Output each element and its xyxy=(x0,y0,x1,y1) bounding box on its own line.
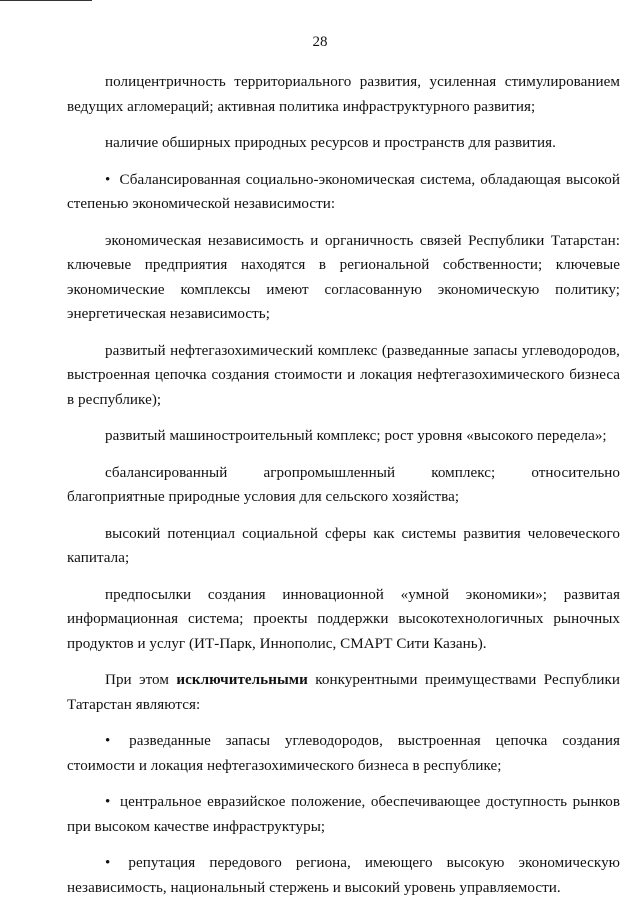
paragraph-text: полицентричность территориального развития, усиленная стимулированием ведущих агломераций; активная политика инфраструктурного развития; xyxy=(67,74,620,115)
paragraph-economic-independence xyxy=(67,229,620,327)
paragraph-text: центральное евразийское положение, обеспечивающее доступность рынков при высоком качестве инфраструктуры; xyxy=(67,794,620,835)
paragraph-text-before: При этом xyxy=(105,672,169,688)
bullet-eurasian-position xyxy=(67,790,620,839)
document-body xyxy=(67,70,620,912)
paragraph-text: экономическая независимость и органичность связей Республики Татарстан: ключевые предприятия находятся в региональной собственности; ключевые экономические комплексы имеют согласованную экономическую политику; энергетическая независимость; xyxy=(67,232,620,322)
bullet-hydrocarbon-reserves xyxy=(67,729,620,778)
paragraph-text: Сбалансированная социально-экономическая система, обладающая высокой степенью экономической независимости: xyxy=(67,171,621,212)
bullet-mark: • xyxy=(105,171,111,188)
paragraph-petrochemical-complex xyxy=(67,339,620,413)
bullet-mark: • xyxy=(105,733,111,749)
bold-keyword: исключительными xyxy=(176,672,308,688)
paragraph-text: разведанные запасы углеводородов, выстроенная цепочка создания стоимости и локация нефтегазохимического бизнеса в республике; xyxy=(67,733,621,774)
bullet-balanced-system xyxy=(67,168,620,217)
paragraph-machine-building xyxy=(67,424,620,449)
paragraph-text: развитый машиностроительный комплекс; рост уровня «высокого передела»; xyxy=(105,428,607,444)
paragraph-exclusive-advantages xyxy=(67,668,620,717)
paragraph-text: репутация передового региона, имеющего высокую экономическую независимость, национальный стержень и высокий уровень управляемости. xyxy=(67,855,620,896)
page-number: 28 xyxy=(312,34,328,50)
bullet-mark: • xyxy=(105,855,111,871)
paragraph-text: развитый нефтегазохимический комплекс (разведанные запасы углеводородов, выстроенная цепочка создания стоимости и локация нефтегазохимического бизнеса в республике); xyxy=(67,342,620,408)
bullet-region-reputation xyxy=(67,851,620,900)
paragraph-text: наличие обширных природных ресурсов и пространств для развития. xyxy=(105,135,556,151)
paragraph-social-sphere xyxy=(67,522,620,571)
paragraph-text-after: конкурентными преимуществами Республики Татарстан являются: xyxy=(67,672,621,713)
paragraph-text: сбалансированный агропромышленный комплекс; относительно благоприятные природные условия для сельского хозяйства; xyxy=(67,464,620,505)
paragraph-text: высокий потенциал социальной сферы как системы развития человеческого капитала; xyxy=(67,525,620,566)
paragraph-agro-complex xyxy=(67,461,620,510)
paragraph-natural-resources xyxy=(67,131,620,156)
bullet-mark: • xyxy=(105,794,111,810)
paragraph-polycentricity xyxy=(67,70,620,119)
top-rule xyxy=(0,0,92,1)
paragraph-text: предпосылки создания инновационной «умной экономики»; развитая информационная система; проекты поддержки высокотехнологичных рыночных продуктов и услуг (ИТ-Парк, Иннополис, СМАРТ Сити Казань). xyxy=(67,586,620,652)
paragraph-smart-economy xyxy=(67,583,620,657)
